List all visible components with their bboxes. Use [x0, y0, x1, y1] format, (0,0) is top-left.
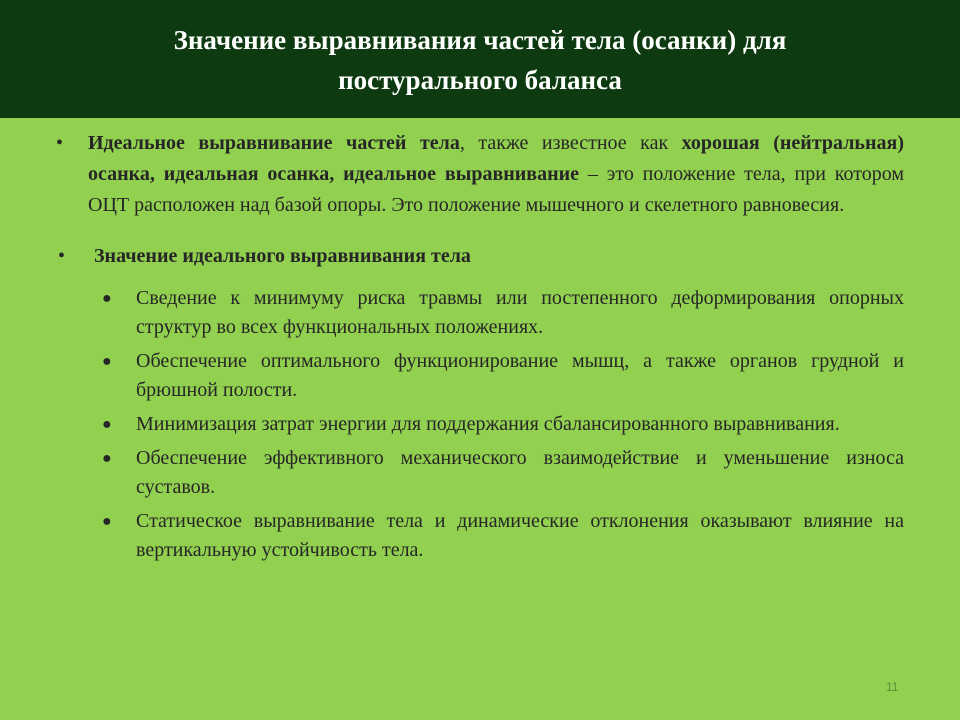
definition-synonyms: хорошая (нейтральная) осанка, идеальная осанка, идеальное выравнивание — [88, 132, 904, 185]
definition-paragraph — [56, 128, 904, 221]
list-item — [102, 444, 904, 502]
significance-heading-text: Значение идеального выравнивания тела — [94, 245, 471, 267]
definition-term: Идеальное выравнивание частей тела — [88, 132, 460, 154]
page-number: 11 — [886, 680, 899, 694]
list-item-text: Обеспечение эффективного механического взаимодействие и уменьшение износа суставов. — [136, 447, 904, 498]
bullet-icon: ● — [102, 290, 112, 307]
definition-text-2: – это положение тела, при котором ОЦТ расположен над базой опоры. Это положение мышечного и скелетного равновесия. — [88, 163, 904, 216]
list-item-text: Минимизация затрат энергии для поддержания сбалансированного выравнивания. — [136, 413, 840, 435]
significance-heading — [56, 241, 904, 272]
definition-text-1: , также известное как — [459, 132, 682, 154]
slide-title-line-2: постурального баланса — [338, 65, 622, 95]
list-item-text: Обеспечение оптимального функционирование мышц, а также органов грудной и брюшной полости. — [136, 350, 904, 401]
bullet-icon: • — [56, 132, 64, 154]
list-item — [102, 347, 904, 405]
bullet-icon: ● — [102, 353, 112, 370]
slide-content — [56, 128, 904, 570]
list-item-text: Статическое выравнивание тела и динамические отклонения оказывают влияние на вертикальную устойчивость тела. — [136, 510, 904, 561]
bullet-icon: ● — [102, 450, 112, 467]
list-item — [102, 410, 904, 439]
bullet-icon: ● — [102, 416, 112, 433]
bullet-icon: ● — [102, 513, 112, 530]
list-item-text: Сведение к минимуму риска травмы или постепенного деформирования опорных структур во всех функциональных положениях. — [136, 287, 904, 338]
bullet-icon: • — [58, 245, 66, 267]
significance-list — [56, 284, 904, 565]
slide-title-line-1: Значение выравнивания частей тела (осанки) для — [173, 25, 787, 55]
list-item — [102, 284, 904, 342]
slide-header — [0, 0, 960, 118]
list-item — [102, 507, 904, 565]
